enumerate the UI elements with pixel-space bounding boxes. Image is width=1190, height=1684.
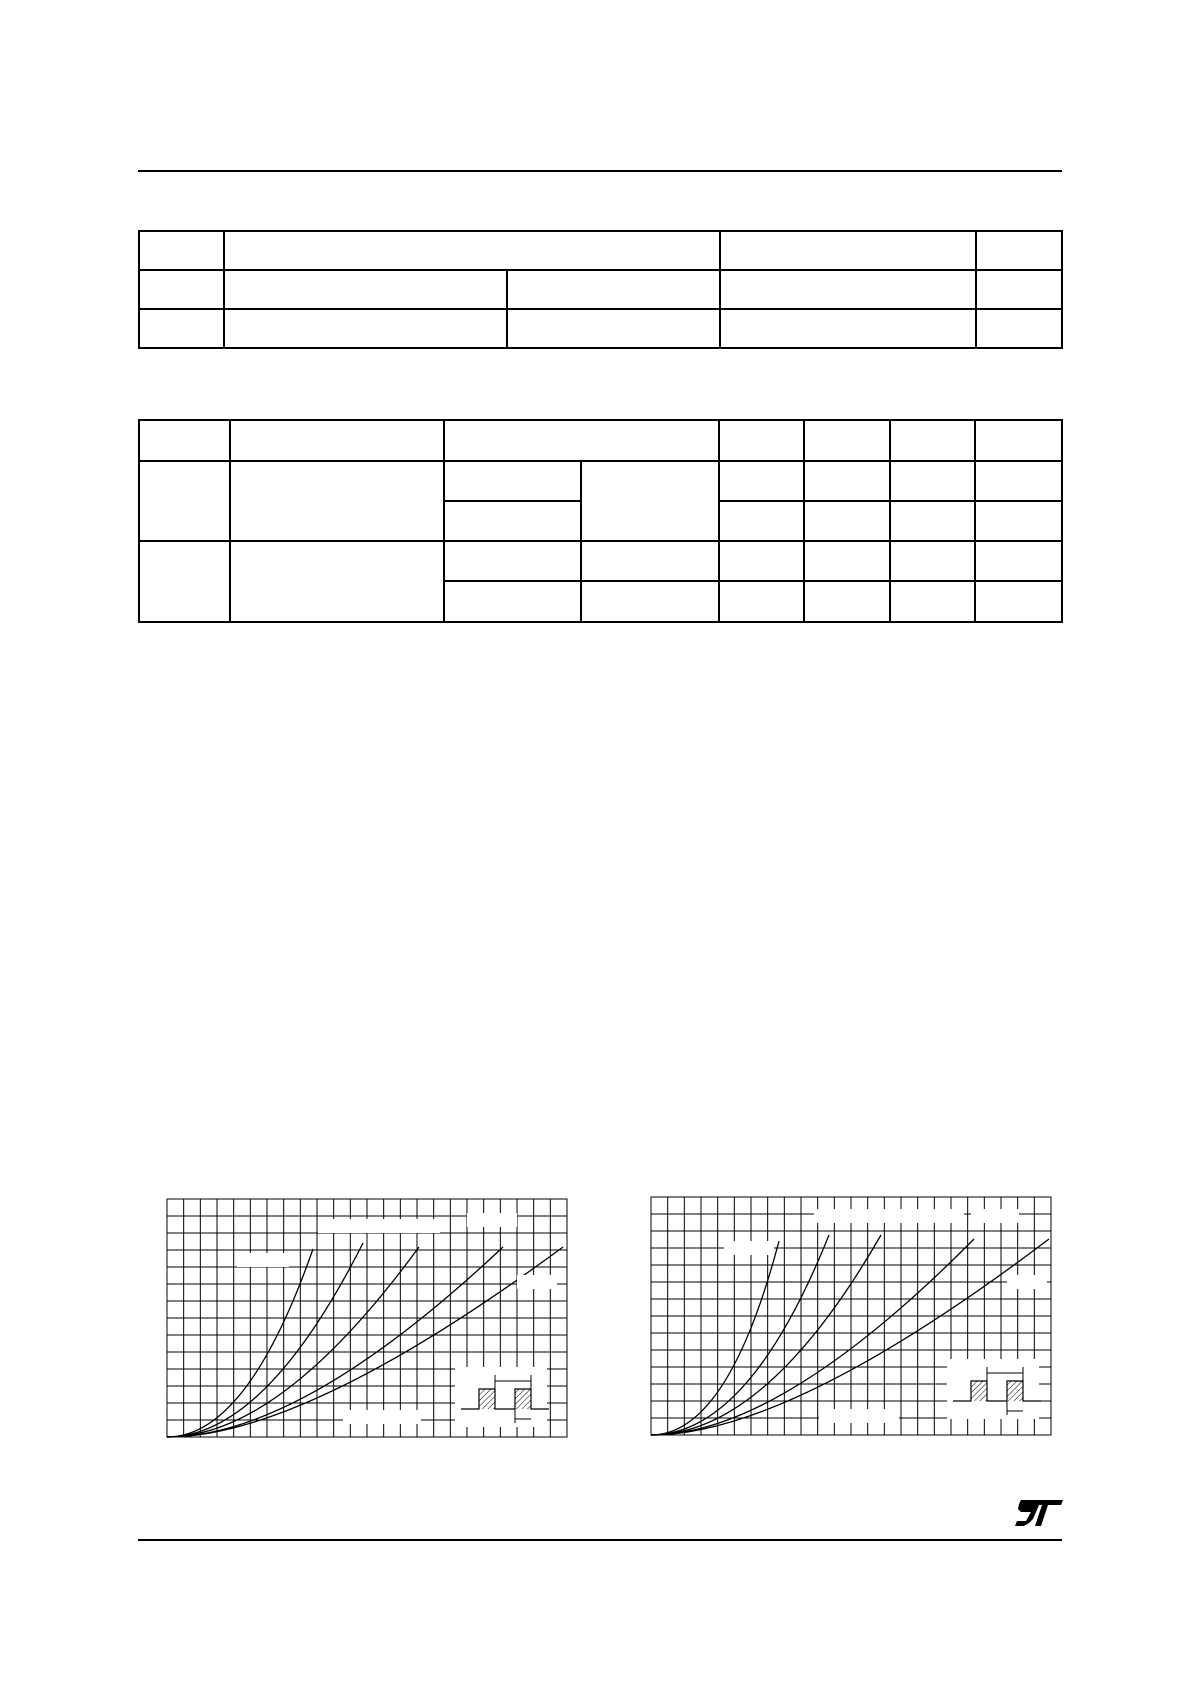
table-1-header-row (139, 231, 1062, 270)
table-2-cell (804, 541, 890, 581)
table-2-cell (444, 420, 719, 461)
label-box (237, 1253, 289, 1267)
table-1-row (139, 309, 1062, 348)
table-2-cell (975, 420, 1062, 461)
st-logo (1015, 1500, 1063, 1526)
pulse-hatch (1007, 1381, 1023, 1401)
figure-right-svg (649, 1195, 1054, 1437)
label-box (1007, 1275, 1047, 1289)
figure-right-inset (947, 1359, 1041, 1419)
table-2 (138, 419, 1063, 623)
label-box (467, 1213, 517, 1227)
table-1-cell (139, 231, 224, 270)
table-2-header-row (139, 420, 1062, 461)
table-2-cell (890, 581, 975, 622)
table-2-cell (890, 461, 975, 501)
table-2-cell (975, 581, 1062, 622)
table-2-cell (719, 541, 804, 581)
table-1-cell (720, 309, 976, 348)
table-2-cell (890, 420, 975, 461)
table-2-cell (719, 461, 804, 501)
table-2-cell (975, 501, 1062, 541)
label-box (724, 1241, 774, 1255)
table-2-cell (581, 581, 719, 622)
table-2-cell (139, 541, 230, 622)
pulse-hatch (479, 1389, 495, 1409)
table-2-cell (804, 501, 890, 541)
label-box (517, 1275, 557, 1289)
table-2-row (139, 541, 1062, 581)
label-box (343, 1410, 421, 1424)
table-2-cell (804, 461, 890, 501)
table-2-cell (804, 581, 890, 622)
table-1-row (139, 270, 1062, 309)
table-1-cell (507, 270, 720, 309)
table-2-cell (581, 541, 719, 581)
table-1-cell (720, 270, 976, 309)
figure-right (649, 1195, 1054, 1437)
st-logo-mark (1015, 1500, 1063, 1526)
table-2-cell (230, 541, 444, 622)
label-box (819, 1409, 899, 1423)
pulse-hatch (515, 1389, 531, 1409)
table-2-cell (975, 541, 1062, 581)
table-2-row (139, 461, 1062, 501)
table-1-cell (139, 309, 224, 348)
footer-rule (138, 1539, 1062, 1541)
table-1-cell (139, 270, 224, 309)
table-1-cell (720, 231, 976, 270)
table-1-cell (224, 270, 507, 309)
table-2-cell (890, 541, 975, 581)
table-1-cell (976, 270, 1062, 309)
table-2-cell (230, 461, 444, 541)
table-1-cell (507, 309, 720, 348)
table-1-cell (224, 309, 507, 348)
table-2-cell (975, 461, 1062, 501)
table-2-cell (890, 501, 975, 541)
label-box (318, 1219, 440, 1233)
header-rule (138, 170, 1062, 172)
inset-background (455, 1367, 547, 1427)
inset-background (947, 1359, 1039, 1419)
table-2-cell (719, 501, 804, 541)
table-1-cell (976, 231, 1062, 270)
table-1-cell (976, 309, 1062, 348)
label-box (814, 1209, 964, 1223)
table-1-cell (224, 231, 720, 270)
table-2-cell (444, 501, 581, 541)
figure-left-inset (455, 1367, 549, 1427)
table-2-cell (444, 461, 581, 501)
figure-left (165, 1197, 570, 1439)
table-2-cell (139, 461, 230, 541)
table-2-cell (139, 420, 230, 461)
table-1 (138, 230, 1063, 349)
table-2-cell (804, 420, 890, 461)
table-2-cell (581, 461, 719, 541)
pulse-hatch (971, 1381, 987, 1401)
table-2-cell (719, 420, 804, 461)
table-2-cell (444, 581, 581, 622)
figure-left-svg (165, 1197, 570, 1439)
table-2-cell (719, 581, 804, 622)
label-box (971, 1209, 1019, 1223)
table-2-cell (230, 420, 444, 461)
table-2-cell (444, 541, 581, 581)
